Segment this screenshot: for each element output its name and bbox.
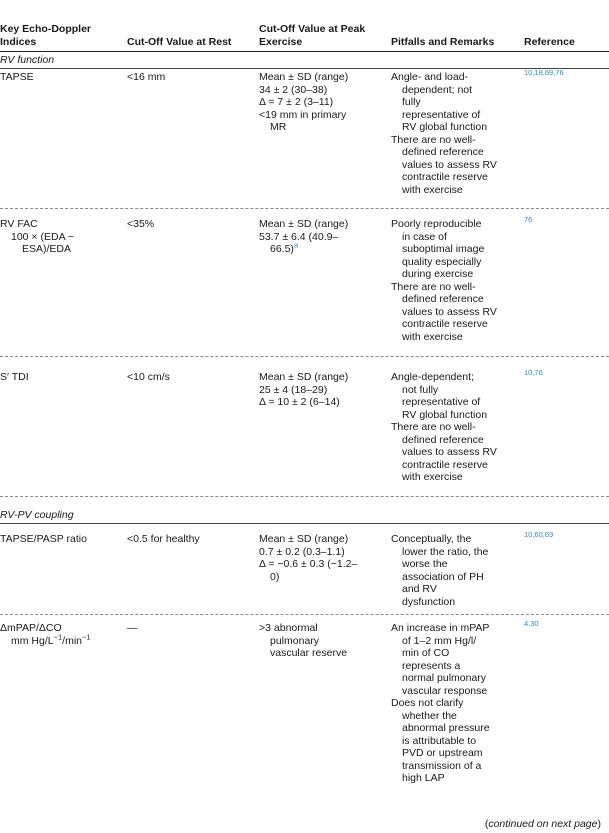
row-tapsepasp-remarks: Conceptually, the lower the ratio, the worse the association of PH and RV dysfunction (391, 533, 489, 608)
row-stdi-peak: Mean ± SD (range) 25 ± 4 (18–29) Δ = 10 ± 2 (6–14) (259, 371, 349, 408)
row-stdi-remarks: Angle-dependent; not fully representative of RV global function There are no well- defined reference values to assess RV contractile reserve with exercise (391, 371, 497, 483)
row-tapse-rest: <16 mm (127, 71, 166, 83)
row-stdi-rest: <10 cm/s (127, 371, 170, 383)
row-tapsepasp-rest: <0.5 for healthy (127, 533, 200, 545)
row-tapsepasp-reference: 10,60,69 (524, 530, 554, 539)
row-divider (0, 614, 609, 615)
row-tapsepasp-peak: Mean ± SD (range) 0.7 ± 0.2 (0.3–1.1) Δ = −0.6 ± 0.3 (−1.2– 0) (259, 533, 358, 583)
section-rv-pv-coupling: RV-PV coupling (0, 509, 74, 521)
section-rule (0, 523, 609, 524)
row-rvfac-reference: 76 (524, 215, 533, 224)
row-tapse-remarks: Angle- and load- dependent; not fully representative of RV global function There are no well- defined reference values to assess RV contractile reserve with exercise (391, 71, 497, 196)
row-stdi-index: S′ TDI (0, 371, 29, 383)
row-tapse-index: TAPSE (0, 71, 34, 83)
continued-note: (continued on next page) (484, 818, 601, 830)
header-key-indices: Key Echo-Doppler Indices (0, 23, 92, 48)
row-rvfac-index: RV FAC 100 × (EDA − ESA)/EDA (0, 218, 75, 255)
section-rv-function: RV function (0, 54, 55, 66)
row-mpapco-index: ΔmPAP/ΔCO mm $Hg/L^{-1}/\min^{-1}$ (0, 622, 91, 647)
row-mpapco-rest: — (127, 622, 138, 634)
header-cutoff-rest: Cut-Off Value at Rest (127, 35, 232, 48)
row-divider (0, 356, 609, 357)
table-header (0, 0, 609, 52)
header-rule (0, 51, 609, 52)
section-rule (0, 68, 609, 69)
row-rvfac-remarks: Poorly reproducible in case of suboptimal image quality especially during exercise There are no well- defined reference values to assess RV contractile reserve with exercise (391, 218, 497, 343)
row-divider (0, 208, 609, 209)
header-reference: Reference (524, 35, 575, 48)
row-mpapco-reference: 4,30 (524, 619, 539, 628)
row-divider (0, 496, 609, 497)
row-tapse-peak: Mean ± SD (range) 34 ± 2 (30–38) Δ = 7 ± 2 (3–11) <19 mm in primary MR (259, 71, 349, 133)
row-tapsepasp-index: TAPSE/PASP ratio (0, 533, 87, 545)
header-pitfalls: Pitfalls and Remarks (391, 35, 495, 48)
row-rvfac-rest: <35% (127, 218, 155, 230)
row-rvfac-peak: Mean ± SD (range) 53.7 ± 6.4 (40.9– 66.5)$^a$ (259, 218, 349, 255)
row-mpapco-peak: >3 abnormal pulmonary vascular reserve (259, 622, 348, 659)
header-cutoff-peak: Cut-Off Value at Peak Exercise (259, 23, 366, 48)
row-tapse-reference: 10,18,69,76 (524, 68, 564, 77)
row-mpapco-remarks: An increase in mPAP of 1–2 mm Hg/l/ min of CO represents a normal pulmonary vascular response Does not clarify whether the abnormal pressure is attributable to PVD or upstream transmission of a high LAP (391, 622, 490, 784)
footnote-marker: a (293, 240, 299, 250)
row-stdi-reference: 10,76 (524, 368, 543, 377)
